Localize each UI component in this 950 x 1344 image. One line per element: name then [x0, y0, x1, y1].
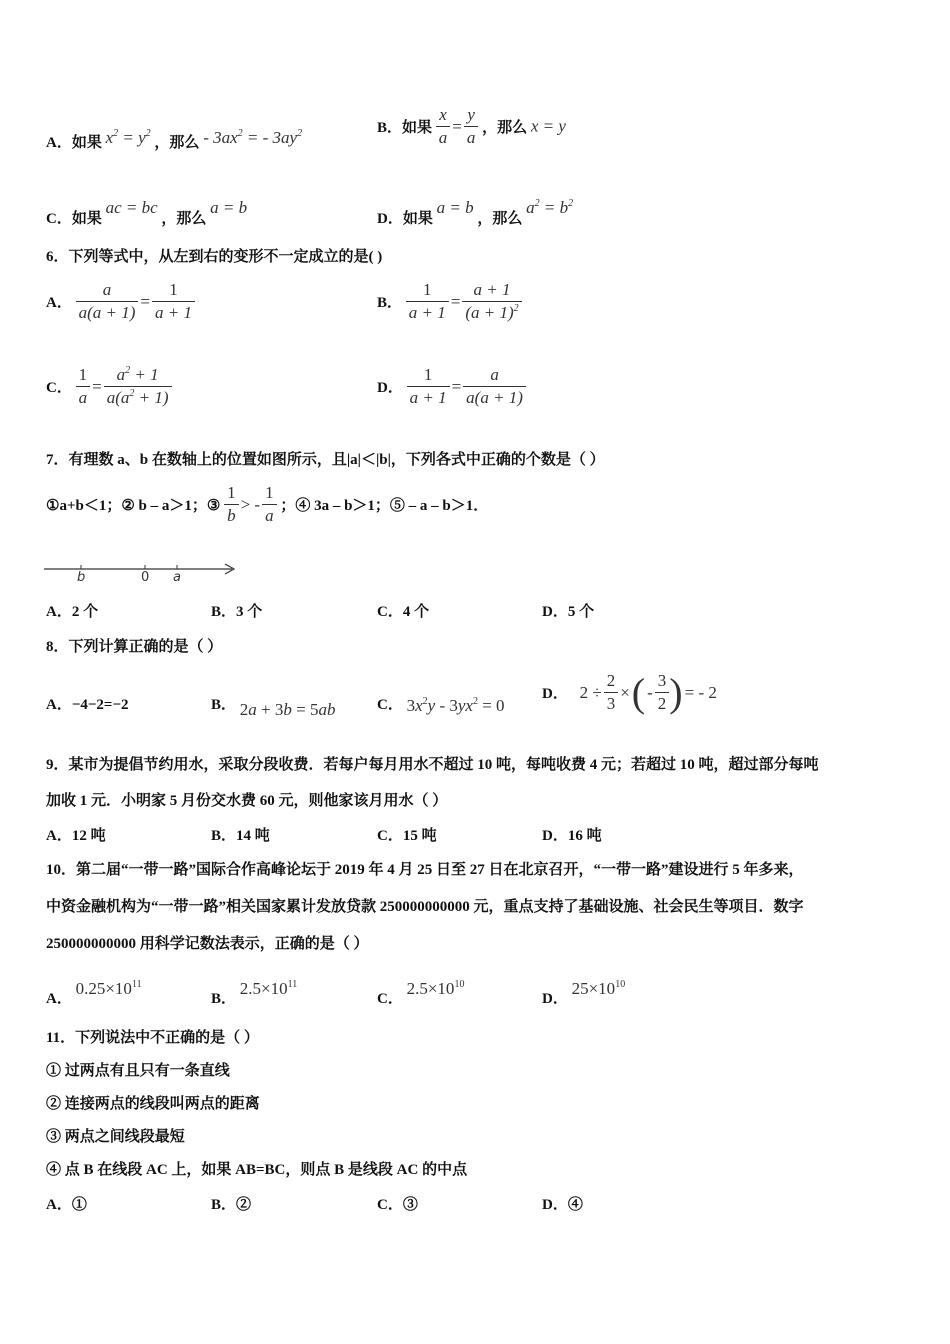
q5-b-then: ，那么 [482, 120, 528, 136]
q5-d-then: ，那么 [477, 211, 523, 227]
q10-stem-line1: 10．第二届“一带一路”国际合作高峰论坛于 2019 年 4 月 25 日至 27 日在北京召开，“一带一路”建设进行 5 年多来， [46, 862, 804, 878]
q5-d-formula2: $a^2 = b^2$ [526, 198, 574, 217]
q10-option-b[interactable] [211, 979, 297, 1008]
q10-d-label: D． [542, 991, 568, 1007]
q7-option-b[interactable]: B．3 个 [211, 604, 263, 620]
q5-c-formula2: a = b [210, 198, 248, 217]
q6-a-label: A． [46, 295, 72, 311]
q5-b-formula: x = y [530, 116, 566, 136]
q11-option-a[interactable]: A．① [46, 1197, 87, 1213]
q5-a-then: ，那么 [154, 135, 200, 151]
q7-stem: 7．有理数 a、b 在数轴上的位置如图所示，且|a|＜|b|，下列各式中正确的个数是（ ） [46, 452, 605, 468]
q5-option-d[interactable] [377, 198, 573, 228]
q8-option-c[interactable] [377, 693, 505, 716]
q5-option-a[interactable] [46, 128, 302, 152]
q7-items: ①a+b＜1；② b – a＞1；③ $\frac{1}{b}$ > - $\frac{1}{a}$ ；④ 3a – b＞1；⑤ – a – b＞1． [46, 483, 489, 525]
q5-c-then: ，那么 [161, 211, 207, 227]
q6-c-label: C． [46, 380, 72, 396]
q10-c-formula: $2.5\times 10^{10}$ [406, 979, 465, 998]
axis-label-a: a [173, 570, 181, 585]
q9-stem-line1: 9．某市为提倡节约用水，采取分段收费．若每户每月用水不超过 10 吨，每吨收费 4 元；若超过 10 吨，超过部分每吨 [46, 757, 819, 773]
q10-b-formula: $2.5\times 10^{11}$ [239, 979, 298, 998]
q5-d-if: D．如果 [377, 211, 433, 227]
q11-statement-1: ① 过两点有且只有一条直线 [46, 1063, 230, 1079]
q5-d-formula1: a = b [436, 198, 474, 217]
q6-c-frac1: $\frac{1}{a}$ [76, 364, 91, 409]
q8-c-label: C． [377, 697, 403, 713]
q6-d-frac1: $\frac{1}{a + 1}$ [407, 364, 450, 409]
q9-option-a[interactable]: A．12 吨 [46, 828, 106, 844]
q10-option-a[interactable] [46, 979, 142, 1008]
q8-d-label: D． [542, 686, 568, 702]
q11-statement-2: ② 连接两点的线段叫两点的距离 [46, 1096, 260, 1112]
q9-option-c[interactable]: C．15 吨 [377, 828, 437, 844]
q5-a-formula2: - $3ax^2$ = - $3ay^2$ [203, 128, 303, 147]
q9-option-b[interactable]: B．14 吨 [211, 828, 270, 844]
axis-label-zero: 0 [141, 570, 150, 585]
q10-a-label: A． [46, 991, 72, 1007]
q8-d-frac2: $\frac{3}{2}$ [655, 670, 670, 715]
q10-b-label: B． [211, 991, 237, 1007]
q5-c-formula1: ac = bc [105, 198, 158, 217]
q8-d-right-paren: ) [669, 669, 683, 715]
q5-b-frac2: $\frac{y}{a}$ [464, 104, 479, 149]
q7-option-d[interactable]: D．5 个 [542, 604, 595, 620]
q11-option-b[interactable]: B．② [211, 1197, 252, 1213]
q8-c-formula: $3x^2y - 3yx^2 = 0$ [406, 696, 505, 715]
q8-option-d[interactable]: D． 2 ÷ $\frac{2}{3}$ ×( - $\frac{3}{2}$ ) = - 2 [542, 669, 717, 715]
q10-option-c[interactable] [377, 979, 464, 1008]
q6-option-c[interactable]: C． $\frac{1}{a}$ = $\frac{a^2 + 1}{a(a^2 + 1)}$ [46, 364, 172, 409]
q11-statement-4: ④ 点 B 在线段 AC 上，如果 AB=BC，则点 B 是线段 AC 的中点 [46, 1162, 468, 1178]
axis-label-b: b [77, 570, 86, 585]
q10-option-d[interactable] [542, 979, 625, 1008]
q7-items-part1: ①a+b＜1；② b – a＞1；③ [46, 498, 221, 514]
q6-d-label: D． [377, 380, 403, 396]
q10-c-label: C． [377, 991, 403, 1007]
q7-frac1: $\frac{1}{b}$ [224, 482, 239, 527]
q8-stem: 8．下列计算正确的是（ ） [46, 639, 223, 655]
q9-option-d[interactable]: D．16 吨 [542, 828, 602, 844]
q11-option-d[interactable]: D．④ [542, 1197, 583, 1213]
q6-c-frac2: $\frac{a^2 + 1}{a(a^2 + 1)}$ [104, 364, 172, 409]
q5-c-if: C．如果 [46, 211, 102, 227]
q6-b-frac1: $\frac{1}{a + 1}$ [406, 279, 449, 324]
q8-d-left-paren: ( [631, 669, 646, 715]
q6-b-frac2: $\frac{a + 1}{(a + 1)^2}$ [462, 279, 521, 324]
q5-option-b[interactable]: B．如果 $\frac{x}{a}$ = $\frac{y}{a}$ ，那么 x = y [377, 105, 566, 147]
q10-stem-line2: 中资金融机构为“一带一路”相关国家累计发放贷款 250000000000 元，重点支持了基础设施、社会民生等项目．数字 [46, 899, 804, 915]
q8-d-frac1: $\frac{2}{3}$ [604, 670, 619, 715]
q11-statement-3: ③ 两点之间线段最短 [46, 1129, 185, 1145]
q8-b-label: B． [211, 697, 237, 713]
q6-a-frac2: $\frac{1}{a + 1}$ [152, 279, 195, 324]
q6-option-d[interactable]: D． $\frac{1}{a + 1}$ = $\frac{a}{a(a + 1)}$ [377, 364, 526, 409]
q6-a-frac1: $\frac{a}{a(a + 1)}$ [76, 279, 139, 324]
q6-b-label: B． [377, 295, 403, 311]
q5-option-c[interactable] [46, 198, 247, 228]
q11-option-c[interactable]: C．③ [377, 1197, 418, 1213]
q11-stem: 11．下列说法中不正确的是（ ） [46, 1030, 259, 1046]
q7-option-a[interactable]: A．2 个 [46, 604, 99, 620]
q9-stem-line2: 加收 1 元．小明家 5 月份交水费 60 元，则他家该月用水（ ） [46, 793, 448, 809]
q7-items-part2: ；④ 3a – b＞1；⑤ – a – b＞1． [280, 498, 489, 514]
q5-a-formula1: $x^2 = y^2$ [105, 128, 151, 147]
q5-b-frac1: $\frac{x}{a}$ [436, 104, 451, 149]
q10-a-formula: $0.25\times 10^{11}$ [75, 979, 142, 998]
q5-b-if: B．如果 [377, 120, 433, 136]
q7-frac2: $\frac{1}{a}$ [262, 482, 277, 527]
q6-stem: 6．下列等式中，从左到右的变形不一定成立的是( ) [46, 249, 383, 265]
q5-a-if: A．如果 [46, 135, 102, 151]
q7-option-c[interactable]: C．4 个 [377, 604, 430, 620]
q8-b-formula: 2a + 3b = 5ab [239, 700, 336, 719]
q10-stem-line3: 250000000000 用科学记数法表示，正确的是（ ） [46, 936, 369, 952]
q6-option-b[interactable]: B． $\frac{1}{a + 1}$ = $\frac{a + 1}{(a + 1)^2}$ [377, 279, 522, 324]
q6-d-frac2: $\frac{a}{a(a + 1)}$ [463, 364, 526, 409]
q6-option-a[interactable]: A． $\frac{a}{a(a + 1)}$ = $\frac{1}{a + 1}$ [46, 279, 195, 324]
q8-option-b[interactable] [211, 693, 335, 720]
q8-option-a[interactable]: A．−4−2=−2 [46, 697, 129, 713]
q10-d-formula: $25\times 10^{10}$ [571, 979, 626, 998]
